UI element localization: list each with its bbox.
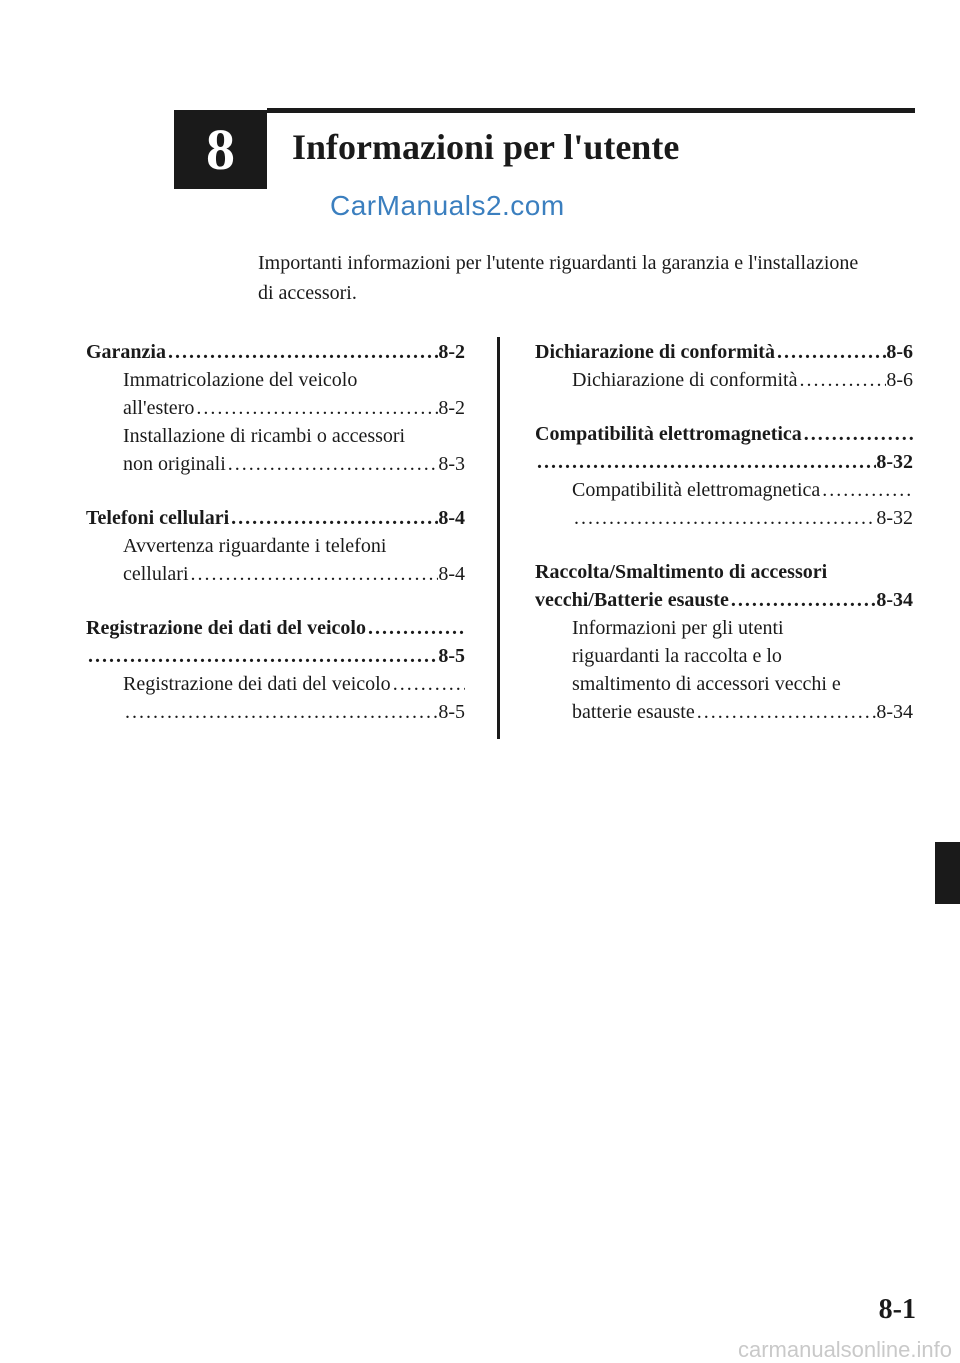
column-divider <box>497 337 500 739</box>
toc-heading-text: Raccolta/Smaltimento di accessori <box>535 561 828 583</box>
leader-dots <box>802 420 913 448</box>
toc-entry[interactable] <box>86 450 465 478</box>
toc-section <box>86 504 465 588</box>
toc-right-column <box>535 338 913 752</box>
page-number: 8-1 <box>878 1294 916 1325</box>
leader-dots <box>820 476 913 504</box>
toc-heading[interactable] <box>535 420 913 448</box>
toc-entry-text: Compatibilità elettromagnetica <box>572 479 821 501</box>
toc-entry-text: Avvertenza riguardante i telefoni <box>123 535 387 557</box>
leader-dots <box>572 504 876 532</box>
page-ref: 8-6 <box>886 341 913 363</box>
toc-heading[interactable] <box>535 558 913 586</box>
leader-dots <box>797 366 886 394</box>
toc-section <box>86 614 465 726</box>
page-ref: 8-34 <box>876 589 913 611</box>
page-ref: 8-2 <box>438 397 465 419</box>
toc-entry[interactable] <box>86 532 465 560</box>
watermark-logo: CarManuals2.com <box>330 190 565 221</box>
toc-entry[interactable] <box>535 642 913 670</box>
page-ref: 8-2 <box>438 341 465 363</box>
toc-entry[interactable] <box>535 614 913 642</box>
toc-entry-text: all'estero <box>123 397 195 419</box>
toc-left-column <box>86 338 465 752</box>
toc-section <box>535 420 913 532</box>
toc-entry-text: Dichiarazione di conformità <box>572 369 798 391</box>
toc-heading-cont[interactable] <box>535 586 913 614</box>
footer-watermark: carmanualsonline.info <box>737 1337 952 1362</box>
page-ref: 8-4 <box>438 507 465 529</box>
title-rule <box>267 108 915 113</box>
toc-entry[interactable] <box>535 476 913 504</box>
page-ref: 8-6 <box>886 369 913 391</box>
toc-entry[interactable] <box>86 670 465 698</box>
toc-entry[interactable] <box>86 394 465 422</box>
toc-entry-text: smaltimento di accessori vecchi e <box>572 673 841 695</box>
toc-entry[interactable] <box>86 560 465 588</box>
toc-heading-text: Registrazione dei dati del veicolo <box>86 617 366 639</box>
toc-entry-text: riguardanti la raccolta e lo <box>572 645 782 667</box>
page-ref: 8-32 <box>876 451 913 473</box>
toc-entry-text: batterie esauste <box>572 701 695 723</box>
leader-dots <box>166 338 438 366</box>
chapter-side-tab <box>935 842 960 904</box>
leader-dots <box>366 614 465 642</box>
toc-entry-text: cellulari <box>123 563 189 585</box>
chapter-number-box <box>174 110 267 189</box>
leader-dots <box>194 394 438 422</box>
toc-heading-text: Compatibilità elettromagnetica <box>535 423 802 445</box>
toc-heading-text: Telefoni cellulari <box>86 507 230 529</box>
leader-dots <box>391 670 465 698</box>
leader-dots <box>86 642 438 670</box>
toc-heading[interactable] <box>86 338 465 366</box>
toc-heading-cont[interactable] <box>535 448 913 476</box>
chapter-title: Informazioni per l'utente <box>292 127 680 167</box>
leader-dots <box>226 450 439 478</box>
toc-heading[interactable] <box>86 614 465 642</box>
toc-heading-text: Dichiarazione di conformità <box>535 341 775 363</box>
page-ref: 8-34 <box>876 701 913 723</box>
leader-dots <box>189 560 439 588</box>
toc-entry[interactable] <box>86 366 465 394</box>
toc-heading-text: Garanzia <box>86 341 166 363</box>
leader-dots <box>535 448 876 476</box>
chapter-number: 8 <box>206 117 235 182</box>
toc-entry-cont[interactable] <box>86 698 465 726</box>
toc-heading[interactable] <box>535 338 913 366</box>
page-ref: 8-5 <box>438 645 465 667</box>
leader-dots <box>775 338 886 366</box>
toc-entry[interactable] <box>535 670 913 698</box>
page-ref: 8-5 <box>438 701 465 723</box>
leader-dots <box>729 586 877 614</box>
toc-entry[interactable] <box>535 698 913 726</box>
toc-entry-text: Informazioni per gli utenti <box>572 617 784 639</box>
leader-dots <box>695 698 877 726</box>
toc-section <box>86 338 465 478</box>
page-ref: 8-4 <box>438 563 465 585</box>
toc-entry[interactable] <box>535 366 913 394</box>
toc-heading-cont-text: vecchi/Batterie esauste <box>535 589 729 611</box>
page-ref: 8-3 <box>438 453 465 475</box>
chapter-intro: Importanti informazioni per l'utente riguardanti la garanzia e l'installazione di accessori. <box>258 252 859 304</box>
toc-section <box>535 338 913 394</box>
toc-entry-cont[interactable] <box>535 504 913 532</box>
toc-entry-text: Immatricolazione del veicolo <box>123 369 358 391</box>
toc-section <box>535 558 913 726</box>
toc-entry-text: non originali <box>123 453 226 475</box>
leader-dots <box>229 504 438 532</box>
toc-entry-text: Installazione di ricambi o accessori <box>123 425 406 447</box>
toc-heading[interactable] <box>86 504 465 532</box>
toc-entry[interactable] <box>86 422 465 450</box>
toc-heading-cont[interactable] <box>86 642 465 670</box>
leader-dots <box>123 698 438 726</box>
toc-entry-text: Registrazione dei dati del veicolo <box>123 673 391 695</box>
page-ref: 8-32 <box>876 507 913 529</box>
